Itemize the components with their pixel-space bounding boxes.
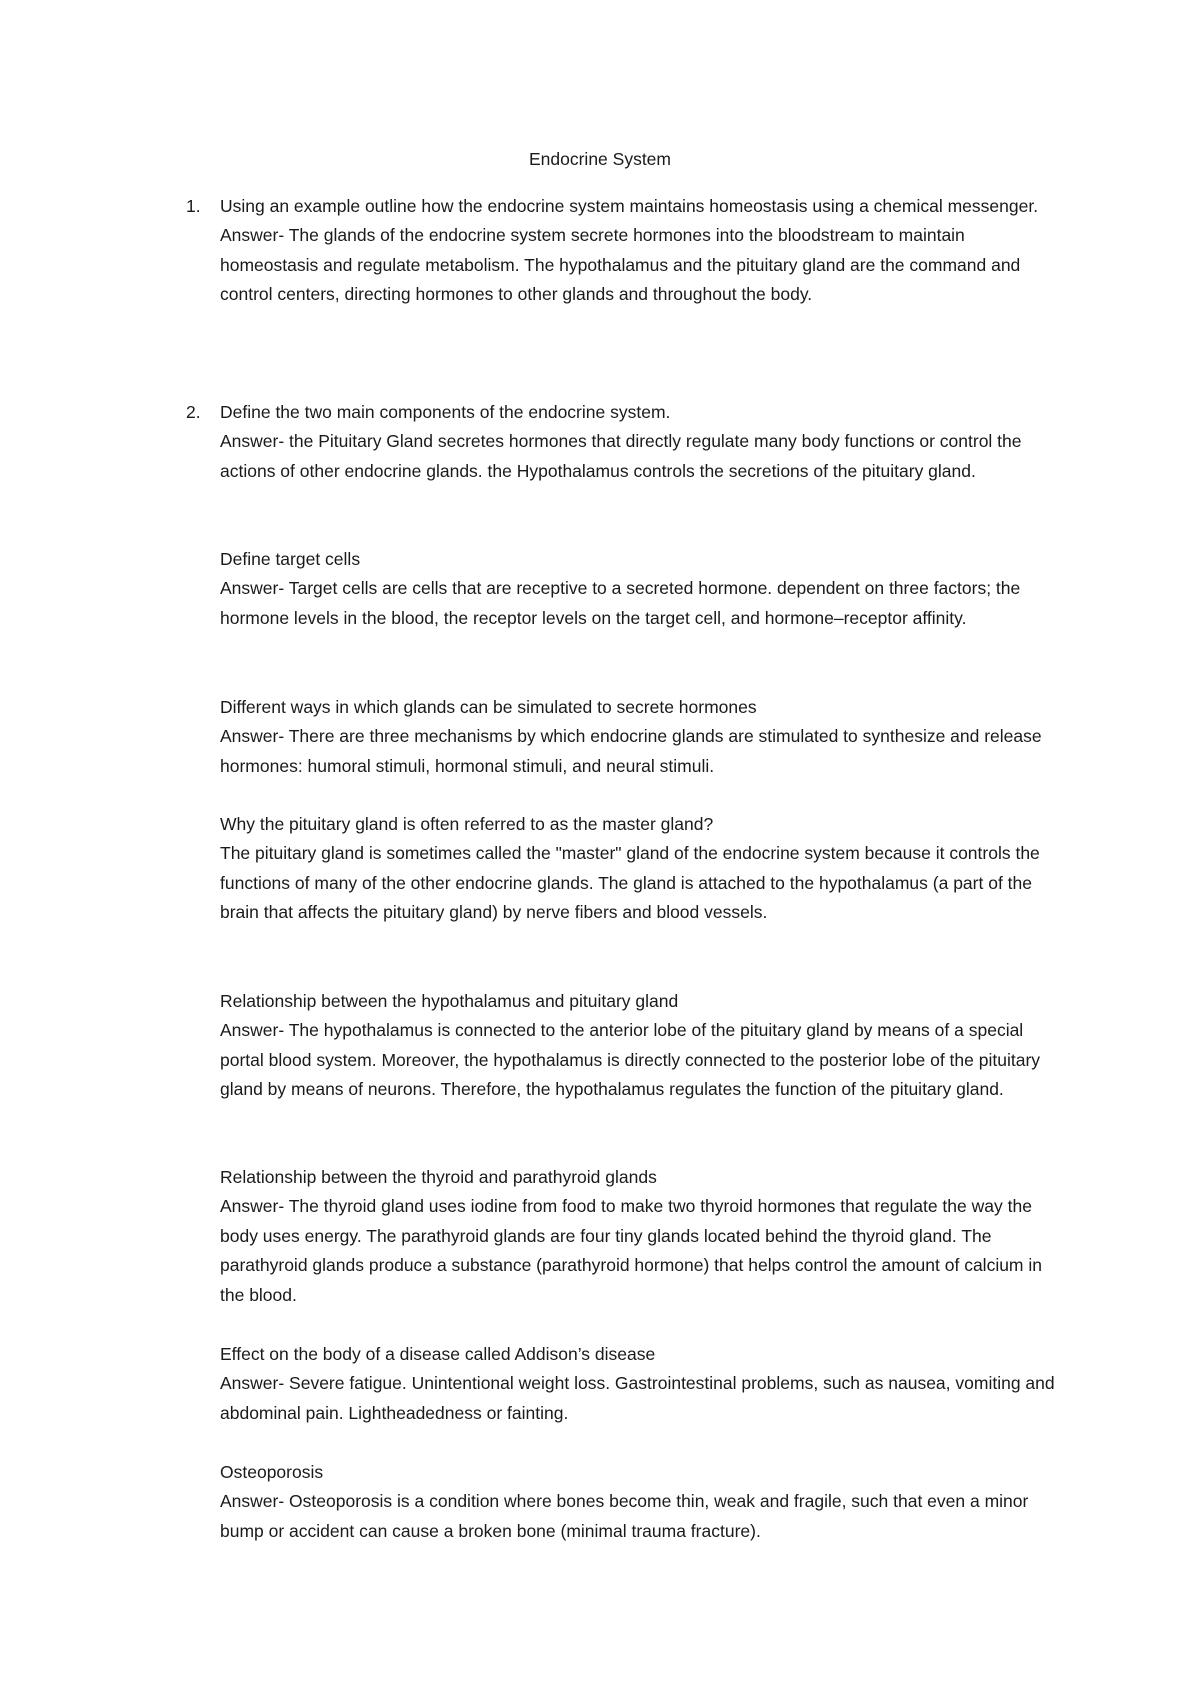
section-heading: Different ways in which glands can be simulated to secrete hormones [220, 697, 757, 717]
section-master-gland [220, 810, 1066, 928]
section-thyroid-parathyroid [220, 1163, 1066, 1310]
section-heading: Why the pituitary gland is often referred to as the master gland? [220, 814, 714, 834]
answer-text: Answer- the Pituitary Gland secretes hormones that directly regulate many body functions or control the actions of other endocrine glands. the Hypothalamus controls the secretions of the pituitary gland. [220, 431, 1022, 481]
answer-text: Answer- The thyroid gland uses iodine from food to make two thyroid hormones that regulate the way the body uses energy. The parathyroid glands are four tiny glands located behind the thyroid gland. The parathyroid glands produce a substance (parathyroid hormone) that helps control the amount of calcium in the blood. [220, 1196, 1042, 1305]
answer-text: Answer- Severe fatigue. Unintentional weight loss. Gastrointestinal problems, such as nausea, vomiting and abdominal pain. Lightheadedness or fainting. [220, 1373, 1055, 1423]
item-body [220, 398, 1066, 486]
answer-text: Answer- Target cells are cells that are receptive to a secreted hormone. dependent on three factors; the hormone levels in the blood, the receptor levels on the target cell, and hormone–receptor affinity. [220, 578, 1021, 628]
question-text: Define the two main components of the endocrine system. [220, 402, 671, 422]
answer-text: The pituitary gland is sometimes called the "master" gland of the endocrine system because it controls the functions of many of the other endocrine glands. The gland is attached to the hypothalamus (a part of the brain that affects the pituitary gland) by nerve fibers and blood vessels. [220, 843, 1040, 923]
section-heading: Relationship between the thyroid and parathyroid glands [220, 1167, 657, 1187]
section-osteoporosis [220, 1458, 1066, 1546]
item-number: 1. [186, 196, 201, 216]
section-heading: Define target cells [220, 549, 361, 569]
section-heading: Relationship between the hypothalamus and pituitary gland [220, 991, 679, 1011]
item-body [220, 192, 1066, 310]
answer-text: Answer- There are three mechanisms by which endocrine glands are stimulated to synthesize and release hormones: humoral stimuli, hormonal stimuli, and neural stimuli. [220, 726, 1042, 776]
answer-text: Answer- The glands of the endocrine system secrete hormones into the bloodstream to maintain homeostasis and regulate metabolism. The hypothalamus and the pituitary gland are the command and control centers, directing hormones to other glands and throughout the body. [220, 225, 1021, 305]
item-number: 2. [186, 402, 201, 422]
answer-text: Answer- Osteoporosis is a condition where bones become thin, weak and fragile, such that even a minor bump or accident can cause a broken bone (minimal trauma fracture). [220, 1491, 1029, 1541]
document-title: Endocrine System [528, 149, 671, 169]
section-target-cells [220, 545, 1066, 633]
section-addisons-disease [220, 1340, 1066, 1428]
section-hypothalamus-pituitary [220, 987, 1066, 1105]
answer-text: Answer- The hypothalamus is connected to the anterior lobe of the pituitary gland by means of a special portal blood system. Moreover, the hypothalamus is directly connected to the posterior lobe of the pituitary gland by means of neurons. Therefore, the hypothalamus regulates the function of the pituitary gland. [220, 1020, 1041, 1100]
section-heading: Effect on the body of a disease called Addison’s disease [220, 1344, 656, 1364]
question-text: Using an example outline how the endocrine system maintains homeostasis using a chemical messenger. [220, 196, 1039, 216]
section-heading: Osteoporosis [220, 1462, 324, 1482]
section-gland-stimulation [220, 693, 1066, 781]
